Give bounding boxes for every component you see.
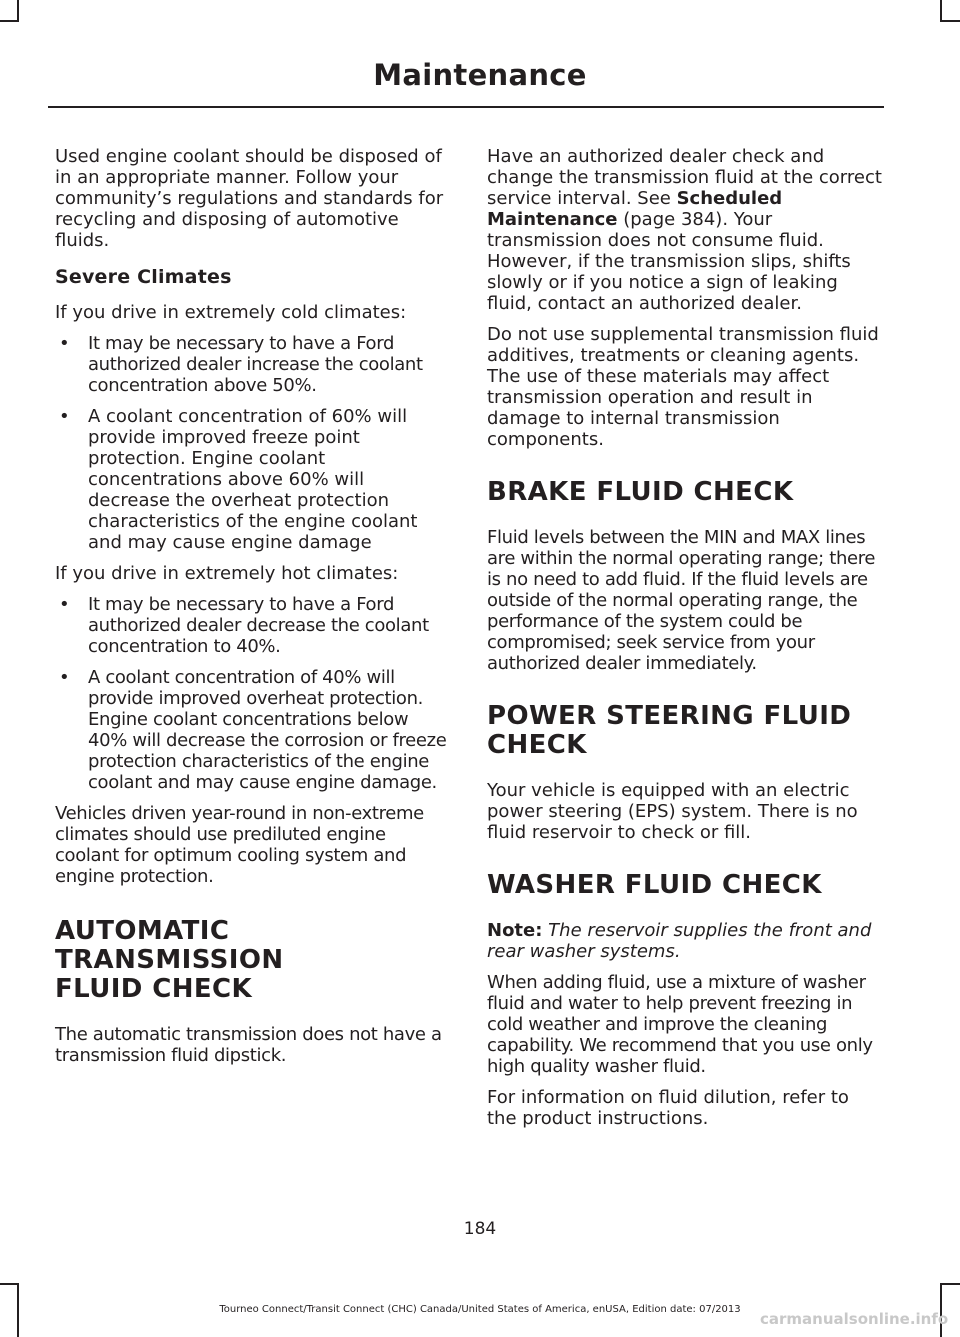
left-column: [55, 146, 450, 1076]
washer-fluid-heading: WASHER FLUID CHECK: [487, 870, 822, 900]
page-title: Maintenance: [373, 58, 587, 92]
crop-mark-top-right-v: [940, 0, 942, 22]
note-text: The reservoir supplies the front and rear washer systems.: [487, 920, 872, 962]
right-column: [487, 146, 882, 1139]
non-extreme-paragraph: Vehicles driven year-round in non-extreme climates should use prediluted engine coolant for optimum cooling system and engine protection.: [55, 803, 424, 887]
additives-paragraph: Do not use supplemental transmission fluid additives, treatments or cleaning agents. The use of these materials may affect transmission operation and result in damage to internal transmission components.: [487, 324, 879, 450]
brake-fluid-heading: BRAKE FLUID CHECK: [487, 477, 794, 507]
dipstick-paragraph: The automatic transmission does not have a transmission fluid dipstick.: [55, 1024, 442, 1066]
power-steering-heading-line2: CHECK: [487, 730, 587, 760]
washer-note: [487, 920, 882, 962]
hot-climates-list: [55, 594, 450, 793]
crop-mark-top-right-h: [940, 20, 960, 22]
transmission-service-text-a: Have an authorized dealer check and change the transmission fluid at the correct service interval. See: [487, 146, 882, 209]
power-steering-heading-line1: POWER STEERING FLUID: [487, 701, 852, 731]
watermark: carmanualsonline.info: [760, 1310, 949, 1328]
list-item: • A coolant concentration of 40% will provide improved overheat protection. Engine coolant concentrations below 40% will decrease the corrosion or freeze protection characteristics of the engine coolant and may cause engine damage.: [55, 667, 450, 793]
hot-climates-intro: If you drive in extremely hot climates:: [55, 563, 399, 584]
page-number: 184: [463, 1219, 497, 1239]
cold-climates-intro: If you drive in extremely cold climates:: [55, 302, 407, 323]
cold-climates-list: [55, 333, 450, 553]
crop-mark-bottom-right-h: [940, 1283, 960, 1285]
list-item: • A coolant concentration of 60% will provide improved freeze point protection. Engine coolant concentrations above 60% will decrease the overheat protection characteristics of the engine coolant and may cause engine damage: [55, 406, 450, 553]
scheduled-maintenance-link[interactable]: Scheduled Maintenance: [487, 188, 783, 230]
washer-mixture-paragraph: When adding fluid, use a mixture of washer fluid and water to help prevent freezing in cold weather and improve the cleaning capability. We recommend that you use only high quality washer fluid.: [487, 972, 873, 1077]
automatic-transmission-heading: [55, 917, 450, 1004]
automatic-transmission-heading-line1: AUTOMATIC TRANSMISSION: [55, 916, 284, 975]
list-item: • It may be necessary to have a Ford authorized dealer increase the coolant concentration above 50%.: [55, 333, 450, 396]
severe-climates-heading: Severe Climates: [55, 266, 232, 288]
crop-mark-bottom-left-h: [0, 1283, 19, 1285]
power-steering-paragraph: Your vehicle is equipped with an electric power steering (EPS) system. There is no fluid reservoir to check or fill.: [487, 780, 858, 843]
automatic-transmission-heading-line2: FLUID CHECK: [55, 974, 253, 1004]
power-steering-heading: [487, 702, 882, 760]
footer-edition: Tourneo Connect/Transit Connect (CHC) Canada/United States of America, enUSA, Edition date: 07/2013: [219, 1304, 741, 1315]
dilution-paragraph: For information on fluid dilution, refer to the product instructions.: [487, 1087, 849, 1129]
crop-mark-top-left-v: [17, 0, 19, 22]
header-rule: [48, 106, 884, 108]
list-item: • It may be necessary to have a Ford authorized dealer decrease the coolant concentration to 40%.: [55, 594, 450, 657]
coolant-disposal-paragraph: Used engine coolant should be disposed of in an appropriate manner. Follow your community’s regulations and standards for recycling and disposing of automotive fluids.: [55, 146, 444, 251]
crop-mark-top-left-h: [0, 20, 19, 22]
note-label: Note:: [487, 920, 543, 941]
transmission-service-paragraph: [487, 146, 882, 314]
transmission-service-text-b: (page 384). Your transmission does not consume fluid. However, if the transmission slips, shifts slowly or if you notice a sign of leaking fluid, contact an authorized dealer.: [487, 209, 851, 314]
brake-fluid-paragraph: Fluid levels between the MIN and MAX lines are within the normal operating range; there is no need to add fluid. If the fluid levels are outside of the normal operating range, the performance of the system could be compromised; seek service from your authorized dealer immediately.: [487, 527, 876, 674]
